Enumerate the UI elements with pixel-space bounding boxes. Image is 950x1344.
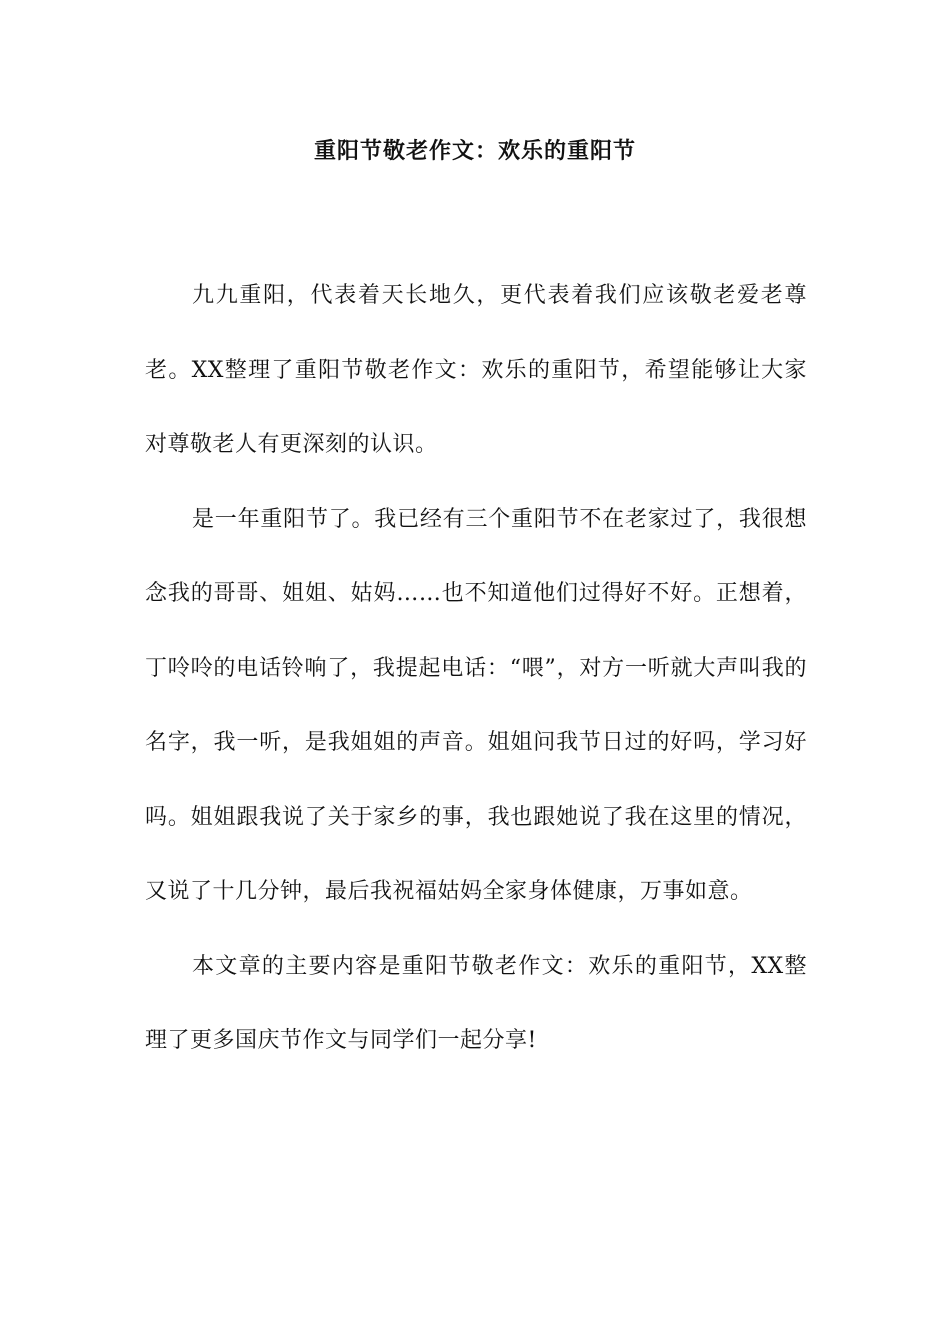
paragraph-story: 是一年重阳节了。我已经有三个重阳节不在老家过了，我很想念我的哥哥、姐姐、姑妈……也不知道他们过得好不好。正想着，丁呤呤的电话铃响了，我提起电话：“喂”，对方一听就大声叫我的名字，我一听，是我姐姐的声音。姐姐问我节日过的好吗，学习好吗。姐姐跟我说了关于家乡的事，我也跟她说了我在这里的情况，又说了十几分钟，最后我祝福姑妈全家身体健康，万事如意。: [145, 506, 807, 904]
paragraph-intro: 九九重阳，代表着天长地久，更代表着我们应该敬老爱老尊老。XX整理了重阳节敬老作文：欢乐的重阳节，希望能够让大家对尊敬老人有更深刻的认识。: [145, 283, 807, 457]
document-body: [145, 259, 807, 1079]
document-title: 重阳节敬老作文：欢乐的重阳节: [313, 138, 636, 164]
paragraph-closing: 本文章的主要内容是重阳节敬老作文：欢乐的重阳节，XX整理了更多国庆节作文与同学们一起分享!: [145, 953, 807, 1053]
